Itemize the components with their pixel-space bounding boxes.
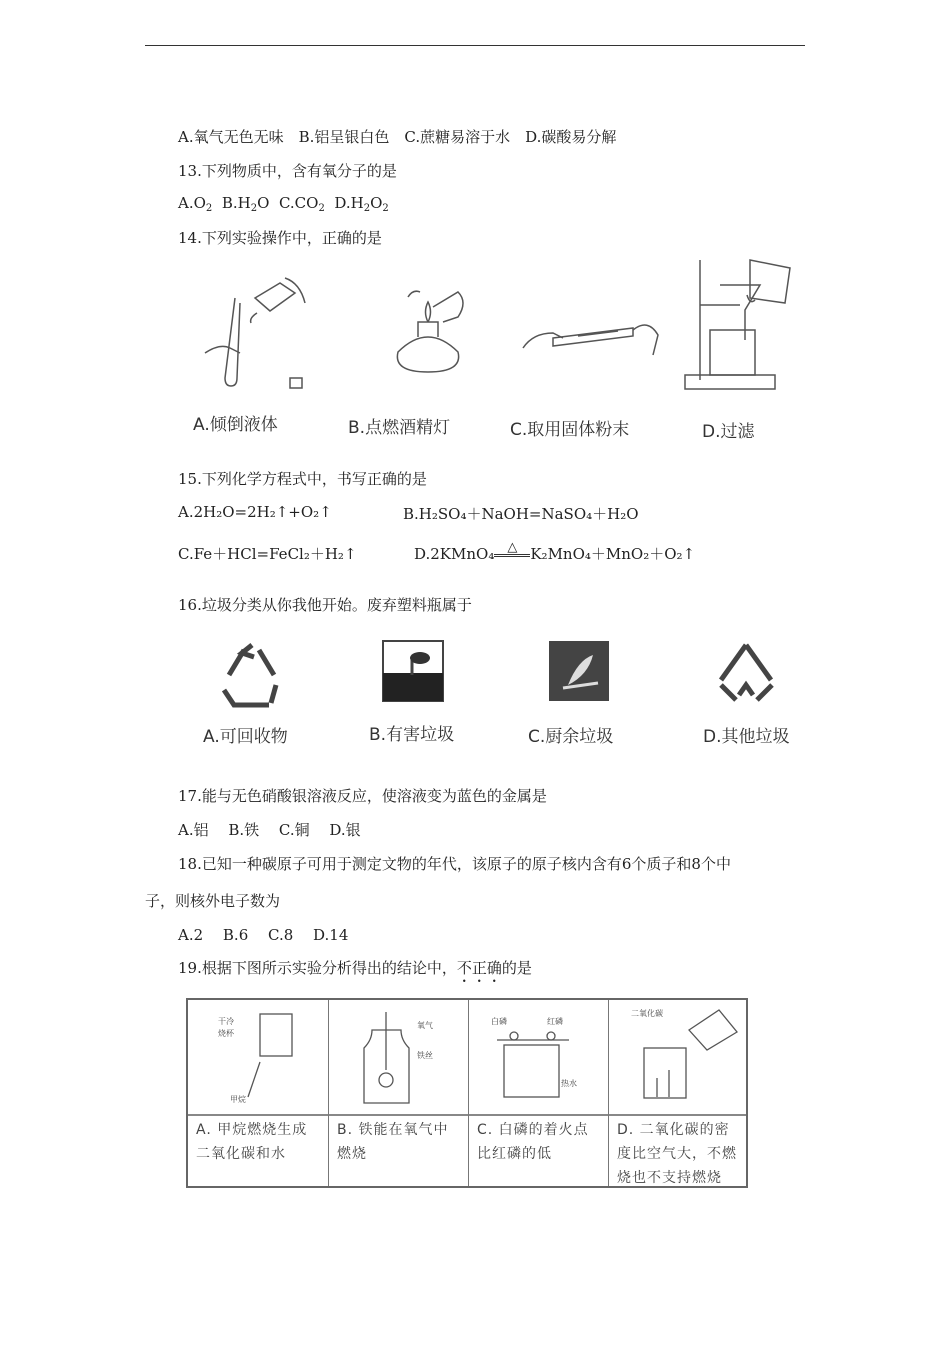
header-rule [145, 45, 805, 46]
hazardous-waste-icon [382, 640, 444, 702]
q16-stem: 16.垃圾分类从你我他开始。废弃塑料瓶属于 [178, 596, 472, 614]
co2-candle-illustration [609, 1000, 746, 1112]
experiment-cell-d [609, 1000, 746, 1186]
q15-option-c: C.Fe＋HCl=FeCl₂＋H₂↑ [178, 545, 357, 563]
q16-caption-c: C.厨余垃圾 [528, 727, 614, 747]
iron-wire-oxygen-illustration [329, 1000, 469, 1112]
recycle-icon [214, 640, 289, 710]
svg-text:氧气: 氧气 [417, 1021, 433, 1030]
experiment-cell-c [469, 1000, 609, 1186]
conclusion-d: D. 二氧化碳的密度比空气大，不燃烧也不支持燃烧 [617, 1122, 737, 1186]
methane-beaker-illustration [188, 1000, 328, 1112]
q16-caption-a: A.可回收物 [203, 727, 288, 747]
conclusion-b: B. 铁能在氧气中燃烧 [337, 1122, 449, 1162]
conclusion-c: C. 白磷的着火点比红磷的低 [477, 1122, 589, 1162]
q14-caption-c: C.取用固体粉末 [510, 420, 630, 440]
svg-text:铁丝: 铁丝 [417, 1051, 433, 1060]
svg-text:二氧化碳: 二氧化碳 [631, 1009, 663, 1018]
phosphorus-hot-water-illustration [469, 1000, 609, 1112]
q16-caption-b: B.有害垃圾 [369, 725, 455, 745]
q16-caption-d: D.其他垃圾 [703, 727, 790, 747]
svg-text:红磷: 红磷 [547, 1017, 563, 1026]
q18-stem-line2: 子，则核外电子数为 [145, 892, 281, 910]
q14-caption-d: D.过滤 [702, 422, 755, 442]
q14-caption-a: A.倾倒液体 [193, 415, 278, 435]
q13-options: $A.O_2$ $B.H_2O$ $C.CO_2$ $D.H_2O_2$ [178, 194, 389, 214]
svg-text:烧杯: 烧杯 [218, 1029, 234, 1038]
q15-stem: 15.下列化学方程式中，书写正确的是 [178, 470, 427, 488]
alcohol-lamp-illustration [378, 282, 478, 392]
other-waste-icon [714, 640, 779, 710]
q15-option-a: A.2H₂O=2H₂↑+O₂↑ [178, 503, 332, 521]
svg-text:甲烷: 甲烷 [230, 1095, 246, 1104]
svg-text:热水: 热水 [561, 1079, 577, 1088]
conclusion-a: A. 甲烷燃烧生成二氧化碳和水 [196, 1122, 308, 1162]
q18-options: A.2 B.6 C.8 D.14 [178, 926, 349, 944]
heating-condition: △ [494, 542, 530, 557]
q15-option-d: D.2KMnO₄ △ K₂MnO₄＋MnO₂＋O₂↑ [414, 540, 696, 563]
q14-stem: 14.下列实验操作中，正确的是 [178, 229, 382, 247]
kitchen-waste-icon [548, 640, 610, 702]
experiment-cell-a [188, 1000, 329, 1186]
experiment-cell-b [329, 1000, 469, 1186]
svg-text:白磷: 白磷 [491, 1017, 507, 1026]
q18-stem-line1: 18.已知一种碳原子可用于测定文物的年代，该原子的原子核内含有6个质子和8个中 [178, 855, 731, 873]
q17-options: A.铝 B.铁 C.铜 D.银 [178, 821, 361, 839]
q12-options: A.氧气无色无味 B.铝呈银白色 C.蔗糖易溶于水 D.碳酸易分解 [178, 128, 617, 146]
q19-stem: 19.根据下图所示实验分析得出的结论中，不正确的是 [178, 959, 532, 977]
svg-text:干冷: 干冷 [218, 1017, 234, 1026]
filtration-illustration [680, 255, 800, 395]
pouring-liquid-illustration [195, 268, 325, 398]
emphasis-text: 不正确 [456, 959, 502, 977]
solid-powder-illustration [518, 308, 663, 373]
q14-caption-b: B.点燃酒精灯 [348, 418, 451, 438]
experiment-table [186, 998, 748, 1188]
q15-option-b: B.H₂SO₄＋NaOH=NaSO₄＋H₂O [403, 505, 639, 523]
q17-stem: 17.能与无色硝酸银溶液反应，使溶液变为蓝色的金属是 [178, 787, 547, 805]
q13-stem: 13.下列物质中，含有氧分子的是 [178, 162, 397, 180]
